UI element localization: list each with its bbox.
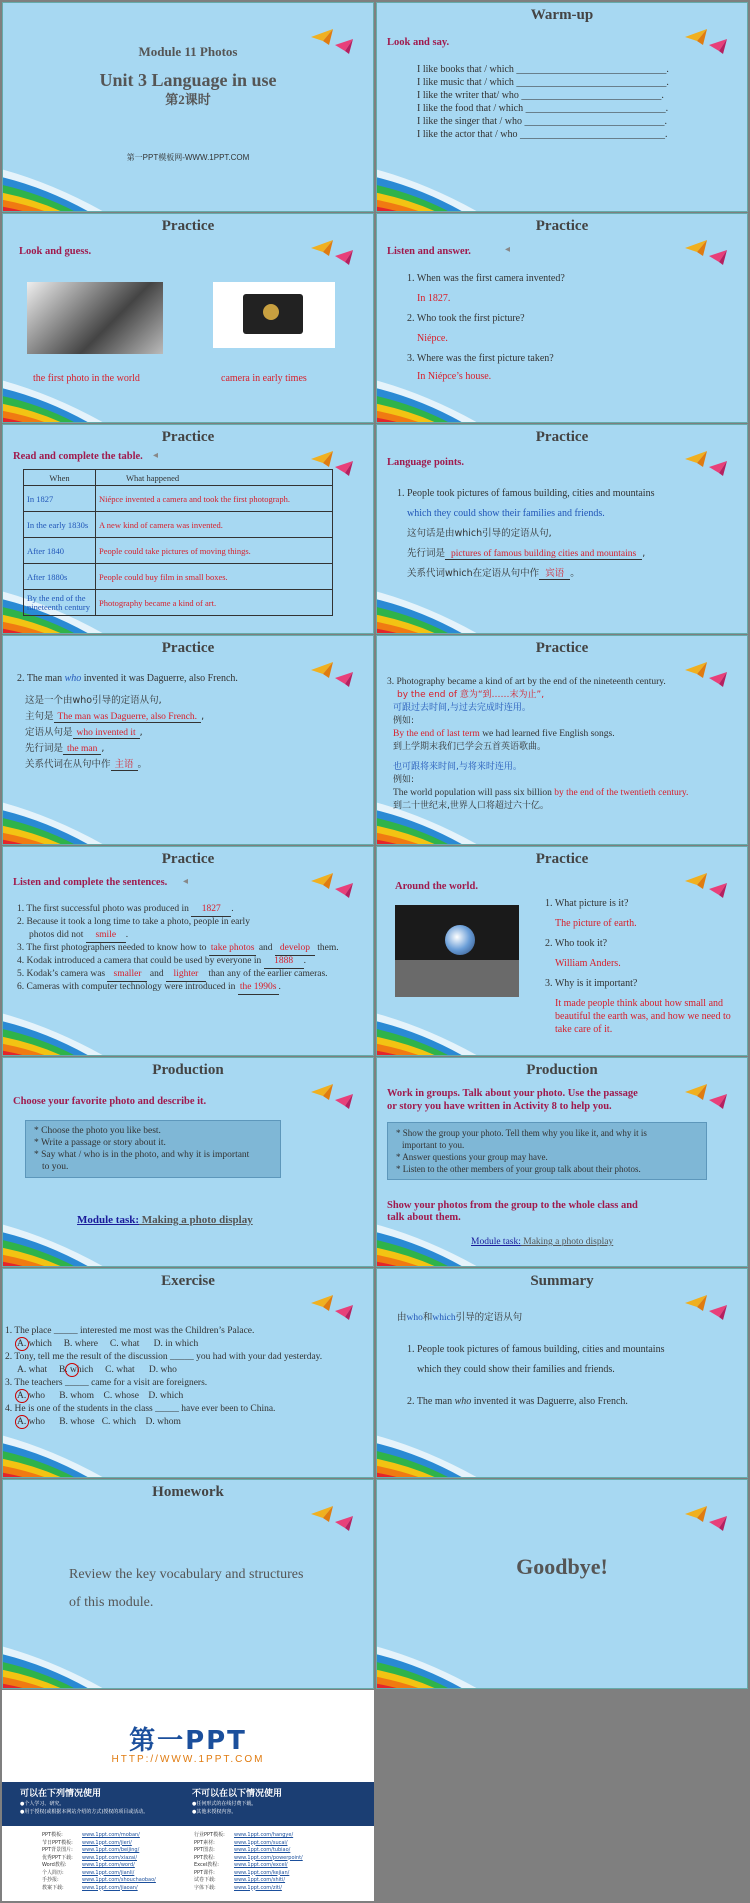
example-sentence	[17, 672, 238, 685]
link-url[interactable]: www.1ppt.com/xiazai/	[82, 1854, 138, 1861]
line-5: I like the singer that / who ____________________________.	[417, 116, 667, 127]
paper-plane-icon	[683, 658, 729, 688]
blank-answer: smaller	[107, 968, 147, 982]
slide-7[interactable]	[2, 635, 374, 845]
text: 引导的定语从句	[455, 1312, 523, 1323]
slide-16[interactable]	[376, 1479, 748, 1689]
summary-line-2: which they could show their families and friends.	[417, 1364, 615, 1375]
sentence-2: 2. Because it took a long time to take a photo, people in early	[17, 917, 250, 927]
paper-plane-icon	[683, 1502, 729, 1532]
text: them.	[314, 943, 339, 953]
keyword: which	[432, 1313, 456, 1323]
unit-title: Unit 3 Language in use	[99, 70, 277, 90]
slide-title: Practice	[161, 851, 215, 867]
slide-instruction-1: Work in groups. Talk about your photo. Use the passage	[387, 1088, 638, 1099]
brand-url[interactable]: HTTP://WWW.1PPT.COM	[111, 1754, 265, 1765]
relative-pronoun: who	[64, 673, 82, 684]
note-4	[25, 742, 104, 756]
point-line-10: 到二十世纪末,世界人口将超过六十亿。	[393, 801, 549, 811]
point-line-4: 例如:	[393, 716, 415, 726]
history-table	[23, 469, 333, 616]
highlight: By the end of last term	[393, 729, 480, 739]
link-url[interactable]: www.1ppt.com/jieri/	[82, 1839, 132, 1846]
antecedent-answer: pictures of famous building cities and mountains	[445, 549, 642, 560]
link-label: Word教程:	[42, 1862, 67, 1868]
role-answer: 宾语	[539, 568, 570, 580]
link-label: 优秀PPT下载:	[42, 1854, 73, 1861]
text: 和	[422, 1312, 433, 1323]
point-line-2: which they could show their families and friends.	[407, 508, 605, 519]
point-line-5	[407, 567, 580, 580]
text: we had learned five English songs.	[479, 729, 615, 739]
answer-circle-2	[65, 1363, 79, 1377]
keyword: who	[406, 1313, 423, 1323]
link-row[interactable]	[194, 1855, 303, 1863]
question-2: 2. Tony, tell me the result of the discussion _____ you had with your dad yesterday.	[5, 1352, 323, 1362]
answer-3: It made people think about how small and beautiful the earth was, and how we need to take care of it.	[555, 998, 731, 1035]
link-url[interactable]: www.1ppt.com/jianli/	[82, 1869, 135, 1876]
module-title: Module 11 Photos	[138, 44, 238, 59]
point-line-1: 1. People took pictures of famous building, cities and mountains	[397, 488, 655, 499]
box-line-1: * Show the group your photo. Tell them why you like it, and why it is	[396, 1128, 647, 1138]
answer-2: William Anders.	[555, 958, 621, 969]
first-photo-image	[27, 282, 163, 354]
brand-slide[interactable]	[2, 1690, 374, 1901]
link-row[interactable]	[194, 1832, 303, 1840]
box-line-4: to you.	[42, 1162, 69, 1172]
cell-what: People could take pictures of moving things.	[96, 538, 333, 564]
slide-12[interactable]	[376, 1057, 748, 1267]
point-line-7: 也可跟将来时间,与将来时连用。	[393, 762, 522, 772]
blank-answer: develop	[275, 942, 315, 956]
slide-8[interactable]	[376, 635, 748, 845]
link-label: PPT课件:	[194, 1869, 215, 1876]
summary-line-1: 1. People took pictures of famous building, cities and mountains	[407, 1344, 665, 1355]
slide-title: Practice	[535, 640, 589, 656]
line-6: I like the actor that / who _____________________________.	[417, 129, 668, 140]
keyword: who	[454, 1396, 472, 1407]
color-swoosh-icon	[376, 1604, 487, 1689]
note-1: 这是一个由who引导的定语从句,	[25, 695, 162, 706]
summary-heading	[397, 1311, 522, 1325]
text: photos did not	[29, 930, 86, 940]
paper-plane-icon	[309, 1080, 355, 1110]
link-url[interactable]: www.1ppt.com/kejian/	[234, 1869, 290, 1876]
header-when: When	[24, 470, 96, 486]
slide-title: Practice	[161, 640, 215, 656]
blank-answer: 1827	[191, 903, 231, 917]
answer-1: The picture of earth.	[555, 918, 637, 929]
color-swoosh-icon	[2, 127, 113, 212]
answer-1: In 1827.	[417, 293, 451, 304]
text: 由	[397, 1312, 407, 1323]
old-camera-image	[213, 282, 335, 348]
caption-camera: camera in early times	[221, 373, 307, 384]
link-url[interactable]: www.1ppt.com/beijing/	[82, 1847, 140, 1853]
role-label: 关系代词which在定语从句中作	[407, 568, 540, 579]
header-what: What happened	[96, 470, 333, 486]
link-row[interactable]	[194, 1847, 303, 1855]
text: 1. The first successful photo was produced in	[17, 904, 192, 914]
text: and	[256, 943, 275, 953]
cell-what: A new kind of camera was invented.	[96, 512, 333, 538]
left-links	[42, 1832, 156, 1892]
question-3: 3. Why is it important?	[545, 978, 638, 989]
paper-plane-icon	[683, 1291, 729, 1321]
slide-5[interactable]	[2, 424, 374, 634]
question-4: 4. He is one of the students in the class _____ have ever been to China.	[5, 1404, 276, 1414]
brand-footer	[2, 1782, 374, 1826]
blank-answer: 1888	[264, 955, 304, 969]
link-row[interactable]	[194, 1862, 303, 1870]
label: 先行词是	[25, 743, 64, 754]
slide-14[interactable]	[376, 1268, 748, 1478]
link-label: Excel教程:	[194, 1862, 219, 1868]
link-label: PPT教程:	[194, 1854, 215, 1861]
period: 。	[570, 568, 580, 579]
slide-13[interactable]	[2, 1268, 374, 1478]
module-task-link[interactable]	[471, 1236, 613, 1249]
link-label: 教案下载:	[42, 1884, 64, 1891]
text: .	[231, 904, 234, 914]
cell-when: In 1827	[24, 486, 96, 512]
brand-logo: 第一PPT	[129, 1726, 247, 1756]
line-3: I like the writer that/ who ____________________________.	[417, 90, 664, 101]
question-1: 1. The place _____ interested me most was the Children’s Palace.	[5, 1326, 255, 1336]
paper-plane-icon	[309, 869, 355, 899]
slide-1[interactable]	[2, 2, 374, 212]
cell-what: Photography became a kind of art.	[96, 590, 333, 616]
link-url[interactable]: www.1ppt.com/powerpoint/	[234, 1854, 303, 1861]
question-3: 3. Where was the first picture taken?	[407, 353, 554, 364]
point-line-1: 3. Photography became a kind of art by the end of the nineteenth century.	[387, 677, 666, 687]
link-row[interactable]	[42, 1832, 156, 1840]
earthrise-image	[395, 905, 519, 997]
link-url[interactable]: www.1ppt.com/tubiao/	[234, 1847, 291, 1853]
slide-title: Homework	[152, 1484, 224, 1500]
paper-plane-icon	[309, 236, 355, 266]
slide-instruction: Look and guess.	[19, 246, 92, 257]
slide-instruction: Choose your favorite photo and describe it.	[13, 1096, 207, 1107]
line-1: I like books that / which ______________________________.	[417, 64, 669, 75]
slide-instruction-3: Show your photos from the group to the whole class and	[387, 1200, 638, 1211]
box-line-1: * Choose the photo you like best.	[34, 1126, 161, 1136]
text: .	[303, 956, 307, 966]
highlight: by the end of the twentieth century.	[554, 788, 689, 798]
task-label: Module task:	[471, 1237, 521, 1247]
speaker-icon[interactable]: ◂	[153, 450, 159, 461]
task-label: Module task:	[77, 1214, 140, 1226]
cell-when: After 1840	[24, 538, 96, 564]
text: 3. The first photographers needed to know how to	[17, 943, 209, 953]
line-4: I like the food that / which ____________________________.	[417, 103, 669, 114]
point-line-5	[393, 728, 615, 741]
caption-first-photo: the first photo in the world	[33, 373, 140, 384]
slide-title: Warm-up	[530, 7, 594, 23]
slide-instruction: Around the world.	[395, 881, 478, 892]
text: 。	[137, 759, 148, 770]
blank-answer: the 1990s	[238, 981, 279, 995]
paper-plane-icon	[683, 236, 729, 266]
link-row[interactable]	[42, 1862, 156, 1870]
speaker-icon[interactable]: ◂	[183, 876, 189, 887]
answer-circle-4	[15, 1415, 29, 1429]
text: .	[125, 930, 129, 940]
slide-instruction-2: or story you have written in Activity 8 to help you.	[387, 1101, 612, 1112]
link-row[interactable]	[42, 1885, 156, 1893]
blank-answer: smile	[86, 929, 126, 943]
link-label: PPT图表:	[194, 1847, 215, 1853]
text: ,	[101, 743, 105, 754]
instruction-box	[25, 1120, 281, 1178]
link-label: 手抄报:	[42, 1877, 59, 1883]
homework-line-2: of this module.	[69, 1595, 154, 1610]
point-line-4	[407, 547, 645, 561]
lesson-label: 第2课时	[165, 92, 211, 107]
link-row[interactable]	[42, 1855, 156, 1863]
cannot-2: ●其他未授权内容。	[192, 1809, 237, 1815]
link-label: 字体下载:	[194, 1884, 216, 1891]
color-swoosh-icon	[376, 549, 487, 634]
paper-plane-icon	[683, 447, 729, 477]
link-url[interactable]: www.1ppt.com/shiti/	[234, 1877, 286, 1883]
blank-answer: take photos	[209, 942, 257, 956]
comma: ,	[642, 548, 646, 559]
link-label: PPT背景图片:	[42, 1847, 73, 1853]
paper-plane-icon	[309, 1291, 355, 1321]
slide-9[interactable]	[2, 846, 374, 1056]
goodbye-text: Goodbye!	[516, 1554, 608, 1579]
note-5	[25, 758, 147, 771]
text: 2. The man	[17, 673, 65, 684]
homework-line-1: Review the key vocabulary and structures	[69, 1567, 304, 1582]
slide-11[interactable]	[2, 1057, 374, 1267]
label: 主句是	[25, 711, 54, 722]
instruction-box	[387, 1122, 707, 1180]
summary-line-3	[407, 1395, 628, 1408]
slide-title: Practice	[535, 218, 589, 234]
answer: 主语	[111, 759, 138, 771]
cell-when: In the early 1830s	[24, 512, 96, 538]
link-label: 个人简历:	[42, 1869, 64, 1876]
options-3: A. who B. whom C. whose D. which	[17, 1391, 184, 1401]
link-url[interactable]: www.1ppt.com/sucai/	[234, 1839, 288, 1846]
task-text: Making a photo display	[520, 1237, 614, 1247]
paper-plane-icon	[309, 1502, 355, 1532]
question-1: 1. When was the first camera invented?	[407, 273, 565, 284]
point-line-3: 可跟过去时间,与过去完成时连用。	[393, 703, 531, 713]
link-url[interactable]: www.1ppt.com/shouchaobao/	[82, 1877, 156, 1883]
speaker-icon[interactable]: ◂	[505, 244, 511, 255]
paper-plane-icon	[683, 25, 729, 55]
cannot-1: ●任何形式的在线付费下载。	[192, 1801, 257, 1807]
question-3: 3. The teachers _____ came for a visit are foreigners.	[5, 1378, 208, 1388]
answer: who invented it	[73, 728, 140, 739]
link-url[interactable]: www.1ppt.com/moban/	[82, 1832, 140, 1838]
sentence-6	[17, 981, 281, 995]
answer-2: Niépce.	[417, 333, 448, 344]
text: 4. Kodak introduced a camera that could be used by everyone in	[17, 956, 264, 966]
slide-title: Practice	[535, 429, 589, 445]
answer-circle-1	[15, 1337, 29, 1351]
slide-title: Practice	[535, 851, 589, 867]
box-line-3: * Say what / who is in the photo, and why it is important	[34, 1150, 250, 1160]
text: 2. The man	[407, 1396, 455, 1407]
slide-instruction: Look and say.	[387, 37, 450, 48]
point-line-3: 这句话是由which引导的定语从句,	[407, 528, 552, 539]
sentence-5	[17, 968, 328, 982]
box-line-2: * Write a passage or story about it.	[34, 1138, 166, 1148]
text: invented it was Daguerre, also French.	[81, 673, 238, 684]
text: 6. Cameras with computer technology were introduced in	[17, 982, 238, 992]
text: The world population will pass six billion	[393, 788, 555, 798]
slide-instruction: Read and complete the table.	[13, 451, 143, 462]
question-1: 1. What picture is it?	[545, 898, 629, 909]
line-2: I like music that / which ______________________________.	[417, 77, 669, 88]
link-url[interactable]: www.1ppt.com/word/	[82, 1862, 135, 1868]
link-label: PPT模板:	[42, 1832, 63, 1838]
cell-what: People could buy film in small boxes.	[96, 564, 333, 590]
can-1: ●个人学习、研究。	[20, 1801, 65, 1807]
cell-when: After 1880s	[24, 564, 96, 590]
cell-when: By the end of the nineteenth century	[24, 590, 96, 616]
task-text: Making a photo display	[139, 1214, 253, 1226]
slide-6[interactable]	[376, 424, 748, 634]
paper-plane-icon	[683, 869, 729, 899]
module-task-link[interactable]	[77, 1214, 253, 1227]
point-line-8: 例如:	[393, 775, 415, 785]
link-url[interactable]: www.1ppt.com/excel/	[234, 1862, 288, 1868]
box-line-4: * Listen to the other members of your group talk about their photos.	[396, 1164, 641, 1174]
note-2	[25, 710, 204, 724]
link-row[interactable]	[42, 1877, 156, 1885]
link-url[interactable]: www.1ppt.com/jiaoan/	[82, 1884, 138, 1891]
options-2: A. what B. which C. what D. who	[17, 1365, 177, 1375]
link-url[interactable]: www.1ppt.com/ziti/	[234, 1884, 282, 1891]
box-line-3: * Answer questions your group may have.	[396, 1152, 548, 1162]
slide-title: Exercise	[161, 1273, 215, 1289]
question-2: 2. Who took the first picture?	[407, 313, 525, 324]
sentence-1	[17, 903, 234, 917]
right-links	[194, 1832, 303, 1892]
link-row[interactable]	[194, 1885, 303, 1893]
slide-instruction: Language points.	[387, 457, 465, 468]
text: than any of the earlier cameras.	[205, 969, 328, 979]
color-swoosh-icon	[376, 1182, 487, 1267]
link-row[interactable]	[194, 1877, 303, 1885]
link-row[interactable]	[42, 1840, 156, 1848]
slide-title: Summary	[530, 1273, 594, 1289]
can-heading: 可以在下列情况使用	[20, 1789, 102, 1799]
slide-10[interactable]	[376, 846, 748, 1056]
link-label: 节日PPT模板:	[42, 1839, 73, 1846]
text: invented it was Daguerre, also French.	[471, 1396, 628, 1407]
link-label: 行业PPT模板:	[194, 1832, 225, 1838]
link-row[interactable]	[42, 1870, 156, 1878]
blank-answer: lighter	[166, 968, 206, 982]
options-4: A. who B. whose C. which D. whom	[17, 1417, 181, 1427]
sentence-4	[17, 955, 306, 969]
slide-15[interactable]	[2, 1479, 374, 1689]
sentence-2b	[29, 929, 128, 943]
note-3: 定语从句是 who invented it ,	[25, 727, 143, 738]
link-row[interactable]	[194, 1870, 303, 1878]
color-swoosh-icon	[2, 1604, 113, 1689]
slide-instruction-4: talk about them.	[387, 1212, 461, 1223]
link-row[interactable]	[194, 1840, 303, 1848]
link-label: PPT素材:	[194, 1839, 215, 1846]
link-row[interactable]	[42, 1847, 156, 1855]
options-1: A. which B. where C. what D. in which	[17, 1339, 199, 1349]
slide-title: Practice	[161, 218, 215, 234]
question-2: 2. Who took it?	[545, 938, 608, 949]
sentence-3	[17, 942, 339, 956]
paper-plane-icon	[683, 1080, 729, 1110]
slide-title: Production	[152, 1062, 224, 1078]
point-line-6: 到上学期末我们已学会五首英语歌曲。	[393, 742, 547, 752]
slide-title: Practice	[161, 429, 215, 445]
label: 定语从句是	[25, 727, 73, 738]
slide-4[interactable]	[376, 213, 748, 423]
antecedent-label: 先行词是	[407, 548, 446, 559]
text: and	[147, 969, 166, 979]
slide-3[interactable]	[2, 213, 374, 423]
answer-3: In Niépce’s house.	[417, 371, 492, 382]
text: ,	[201, 711, 205, 722]
cell-what: Niépce invented a camera and took the first photograph.	[96, 486, 333, 512]
slide-instruction: Listen and answer.	[387, 246, 471, 257]
color-swoosh-icon	[2, 760, 113, 845]
paper-plane-icon	[309, 658, 355, 688]
text: 5. Kodak’s camera was	[17, 969, 108, 979]
can-2: ●用于授权(或根据本网站介绍的方式)授权的项目或活动。	[20, 1809, 149, 1815]
text: .	[278, 982, 281, 992]
link-label: 试卷下载:	[194, 1877, 216, 1883]
point-line-9	[393, 787, 688, 800]
point-line-2: by the end of 意为“到……末为止”,	[397, 690, 545, 700]
answer: the man	[63, 744, 101, 755]
answer-circle-3	[15, 1389, 29, 1403]
credit: 第一PPT模板网-WWW.1PPT.COM	[126, 153, 250, 162]
box-line-2: important to you.	[402, 1140, 465, 1150]
answer: The man was Daguerre, also French.	[54, 712, 202, 723]
link-url[interactable]: www.1ppt.com/hangye/	[234, 1832, 294, 1838]
label: 关系代词在从句中作	[25, 759, 111, 770]
slide-2[interactable]	[376, 2, 748, 212]
cannot-heading: 不可以在以下情况使用	[192, 1789, 283, 1799]
slide-instruction: Listen and complete the sentences.	[13, 877, 168, 888]
slide-title: Production	[526, 1062, 598, 1078]
